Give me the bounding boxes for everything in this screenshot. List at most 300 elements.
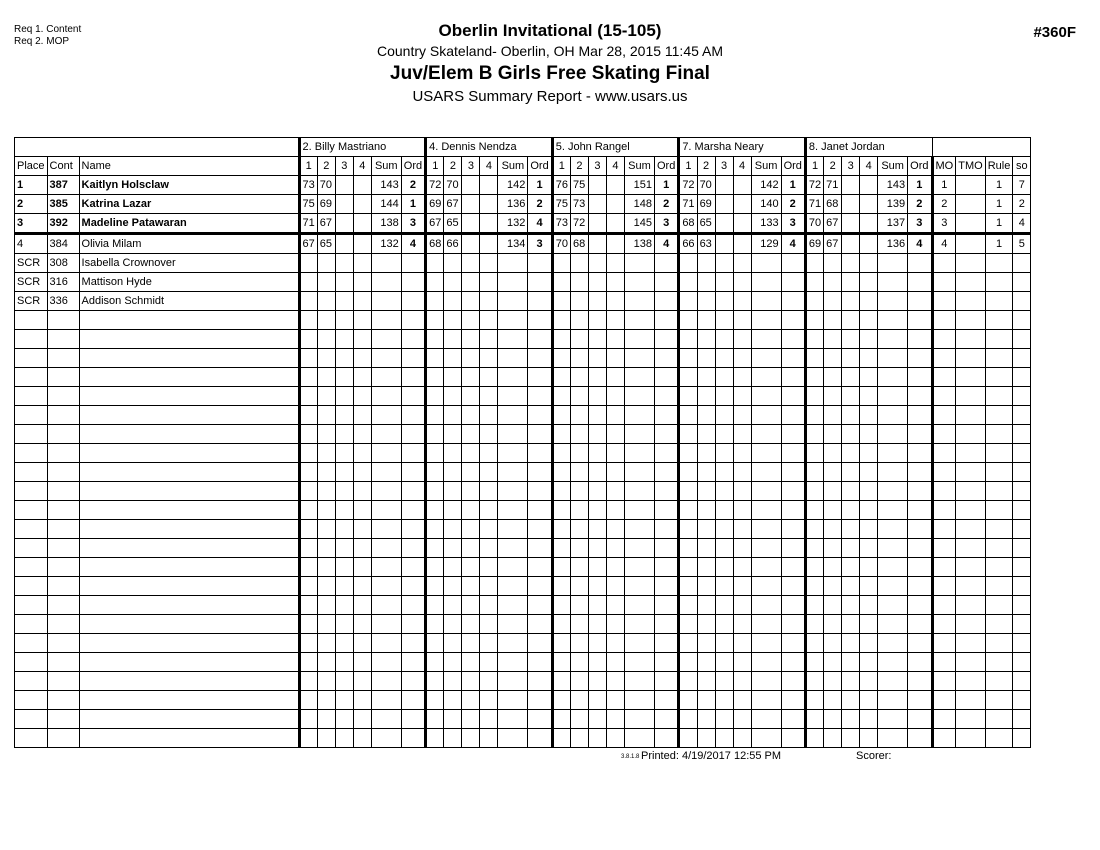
ord-cell [908,729,932,748]
score-cell [733,349,751,368]
mo-cell [932,349,956,368]
score-cell [552,577,570,596]
score-cell [552,710,570,729]
score-cell [824,653,842,672]
score-cell [317,406,335,425]
score-cell [444,311,462,330]
cont-cell [47,444,79,463]
score-cell [480,311,498,330]
sum-cell [751,463,781,482]
ord-cell [908,596,932,615]
so-cell [1013,539,1031,558]
score-cell [444,710,462,729]
rule-cell [985,672,1013,691]
sum-cell: 151 [624,176,654,195]
score-cell [317,691,335,710]
tmo-cell [956,444,985,463]
score-cell: 66 [679,234,697,254]
score-cell [606,615,624,634]
rule-cell [985,387,1013,406]
score-cell [842,558,860,577]
score-cell [353,482,371,501]
mo-cell [932,254,956,273]
ord-cell [654,577,678,596]
so-cell [1013,406,1031,425]
score-cell [588,330,606,349]
ord-cell [654,653,678,672]
score-cell [606,691,624,710]
ord-cell [528,387,552,406]
tmo-cell [956,254,985,273]
score-cell [824,273,842,292]
sum-cell [624,330,654,349]
score-cell [715,539,733,558]
sum-cell [371,539,401,558]
score-cell [426,292,444,311]
score-cell [552,406,570,425]
score-cell: 75 [552,195,570,214]
rule-cell [985,425,1013,444]
score-cell [462,330,480,349]
score-cell: 66 [444,234,462,254]
score-cell [317,292,335,311]
rule-cell [985,330,1013,349]
score-cell [426,368,444,387]
score-cell [299,273,317,292]
score-cell [679,425,697,444]
ord-cell [528,691,552,710]
cont-cell: 316 [47,273,79,292]
score-cell [679,463,697,482]
score-cell [335,176,353,195]
place-cell [15,368,48,387]
score-cell [679,254,697,273]
score-cell [426,634,444,653]
name-cell: Madeline Patawaran [79,214,299,234]
score-cell: 69 [805,234,823,254]
rule-cell [985,311,1013,330]
judges-header-row [15,138,1031,157]
score-cell [842,311,860,330]
tmo-cell [956,349,985,368]
sum-cell: 148 [624,195,654,214]
summary-table-body [15,138,1031,748]
column-header-3: 3 [842,157,860,176]
ord-cell [654,292,678,311]
score-cell [480,558,498,577]
score-cell [715,368,733,387]
sum-cell: 129 [751,234,781,254]
sum-cell: 139 [878,195,908,214]
ord-cell [654,558,678,577]
sum-cell [624,634,654,653]
score-cell [335,254,353,273]
rule-cell: 1 [985,214,1013,234]
score-cell [588,214,606,234]
ord-cell [908,577,932,596]
ord-cell [908,425,932,444]
so-cell [1013,273,1031,292]
score-cell [444,672,462,691]
so-cell [1013,387,1031,406]
score-cell [552,368,570,387]
score-cell [733,214,751,234]
score-cell [480,596,498,615]
score-cell [805,444,823,463]
score-cell [715,672,733,691]
score-cell [462,311,480,330]
place-cell [15,577,48,596]
score-cell: 69 [697,195,715,214]
score-cell [715,406,733,425]
cont-cell [47,729,79,748]
score-cell [860,596,878,615]
ord-cell [528,349,552,368]
tmo-cell [956,273,985,292]
so-cell [1013,349,1031,368]
score-cell [860,729,878,748]
score-cell [462,539,480,558]
cont-cell: 392 [47,214,79,234]
name-cell [79,406,299,425]
score-cell [335,214,353,234]
score-cell [842,482,860,501]
score-cell [480,615,498,634]
sum-cell [751,311,781,330]
score-cell [606,176,624,195]
score-cell [606,729,624,748]
score-cell [824,672,842,691]
ord-cell [781,368,805,387]
name-cell [79,729,299,748]
judge-name-header-5: 8. Janet Jordan [805,138,932,157]
score-cell [805,520,823,539]
place-cell: SCR [15,273,48,292]
mo-cell [932,311,956,330]
score-cell [733,558,751,577]
score-cell [480,176,498,195]
ord-cell [781,425,805,444]
score-cell [805,349,823,368]
ord-cell: 4 [401,234,425,254]
score-cell [462,520,480,539]
score-cell [824,292,842,311]
score-cell [299,311,317,330]
sum-cell: 136 [878,234,908,254]
score-cell [552,292,570,311]
mo-cell [932,387,956,406]
column-header-ord: Ord [908,157,932,176]
column-header-sum: Sum [498,157,528,176]
ord-cell [401,520,425,539]
score-cell [299,330,317,349]
score-cell [697,425,715,444]
score-cell [805,596,823,615]
score-cell [570,425,588,444]
score-cell [805,615,823,634]
score-cell [426,387,444,406]
mo-cell [932,577,956,596]
score-cell: 63 [697,234,715,254]
score-cell [679,444,697,463]
table-row [15,176,1031,195]
ord-cell [401,501,425,520]
score-cell [733,729,751,748]
score-cell [570,349,588,368]
score-cell [715,311,733,330]
so-cell: 2 [1013,195,1031,214]
ord-cell [528,444,552,463]
score-cell: 73 [299,176,317,195]
score-cell [860,387,878,406]
score-cell [462,463,480,482]
ord-cell [908,558,932,577]
column-header-place: Place [15,157,48,176]
column-header-name: Name [79,157,299,176]
cont-cell: 387 [47,176,79,195]
ord-cell [528,311,552,330]
score-cell [426,672,444,691]
sum-cell [498,558,528,577]
place-cell [15,311,48,330]
score-cell [860,330,878,349]
ord-cell [654,710,678,729]
score-cell [842,330,860,349]
score-cell [842,634,860,653]
sum-cell [498,330,528,349]
sum-cell [878,520,908,539]
score-cell [335,482,353,501]
score-cell [842,254,860,273]
rule-cell [985,710,1013,729]
score-cell [697,729,715,748]
score-cell [335,615,353,634]
score-cell [715,273,733,292]
req-line-1: Req 1. Content [14,24,82,35]
sum-cell [878,292,908,311]
score-cell [462,406,480,425]
score-cell [842,539,860,558]
sum-cell [624,710,654,729]
score-cell: 68 [426,234,444,254]
ord-cell [528,577,552,596]
so-cell [1013,729,1031,748]
score-cell [462,710,480,729]
score-cell [552,349,570,368]
tmo-cell [956,558,985,577]
score-cell [588,292,606,311]
rule-cell [985,254,1013,273]
ord-cell: 4 [528,214,552,234]
sum-cell [498,577,528,596]
score-cell [697,387,715,406]
ord-cell [781,615,805,634]
empty-row [15,501,1031,520]
score-cell [570,577,588,596]
score-cell [715,520,733,539]
score-cell [588,444,606,463]
score-cell [299,558,317,577]
score-cell [842,234,860,254]
sum-cell [878,368,908,387]
ord-cell [654,349,678,368]
column-header-4: 4 [606,157,624,176]
score-cell [860,234,878,254]
competition-title: Oberlin Invitational (15-105) [438,21,662,40]
score-cell [462,292,480,311]
score-cell [552,596,570,615]
ord-cell [528,463,552,482]
score-cell [842,406,860,425]
score-cell [733,330,751,349]
mo-cell [932,634,956,653]
score-cell [570,368,588,387]
tmo-cell [956,292,985,311]
name-cell: Isabella Crownover [79,254,299,273]
score-cell [824,482,842,501]
sum-cell: 145 [624,214,654,234]
sum-cell [624,406,654,425]
score-cell [299,691,317,710]
score-cell [426,330,444,349]
sum-cell: 142 [751,176,781,195]
score-cell [480,273,498,292]
column-header-1: 1 [299,157,317,176]
score-cell [733,292,751,311]
score-cell [552,558,570,577]
sum-cell [498,729,528,748]
score-cell [679,368,697,387]
score-cell [552,330,570,349]
score-cell [679,672,697,691]
score-cell [679,311,697,330]
score-cell [606,558,624,577]
ord-cell [528,254,552,273]
sum-cell [498,406,528,425]
ord-cell [654,539,678,558]
tmo-cell [956,425,985,444]
score-cell [697,710,715,729]
place-cell: 4 [15,234,48,254]
so-cell [1013,577,1031,596]
name-cell: Katrina Lazar [79,195,299,214]
score-cell [842,501,860,520]
sum-cell: 132 [498,214,528,234]
sum-cell [624,292,654,311]
ord-cell: 1 [401,195,425,214]
so-cell [1013,330,1031,349]
score-cell [733,195,751,214]
sum-cell [751,292,781,311]
score-cell [805,425,823,444]
score-cell [588,539,606,558]
sum-cell [878,539,908,558]
sum-cell [878,387,908,406]
score-cell [606,349,624,368]
tmo-cell [956,234,985,254]
sum-cell [878,254,908,273]
ord-cell [908,311,932,330]
ord-cell [781,387,805,406]
scorer-label: Scorer: [856,750,892,762]
empty-row [15,520,1031,539]
sum-cell [751,596,781,615]
score-cell [679,406,697,425]
score-cell [715,501,733,520]
score-cell [353,577,371,596]
place-cell [15,349,48,368]
score-cell [606,520,624,539]
score-cell [317,710,335,729]
score-cell [715,349,733,368]
sum-cell: 143 [371,176,401,195]
empty-row [15,729,1031,748]
column-header-2: 2 [444,157,462,176]
score-cell [715,292,733,311]
score-cell [697,596,715,615]
column-header-3: 3 [715,157,733,176]
score-cell [444,463,462,482]
ord-cell [781,254,805,273]
score-cell [697,634,715,653]
table-row [15,234,1031,254]
score-cell: 68 [679,214,697,234]
ord-cell [781,444,805,463]
tmo-cell [956,710,985,729]
mo-cell [932,729,956,748]
printed-timestamp: Printed: 4/19/2017 12:55 PM [641,750,782,762]
score-cell [444,273,462,292]
score-cell: 68 [824,195,842,214]
score-cell [715,444,733,463]
column-header-tmo: TMO [956,157,985,176]
ord-cell [528,368,552,387]
score-cell [570,634,588,653]
score-cell [824,558,842,577]
score-cell [733,501,751,520]
score-cell [426,577,444,596]
empty-row [15,425,1031,444]
score-cell [426,710,444,729]
score-cell [426,273,444,292]
score-cell [697,577,715,596]
score-cell [552,482,570,501]
score-cell [860,444,878,463]
score-cell [860,254,878,273]
place-cell [15,558,48,577]
ord-cell [781,710,805,729]
score-cell [679,330,697,349]
score-cell [733,425,751,444]
rule-cell [985,292,1013,311]
ord-cell [908,482,932,501]
score-cell [462,615,480,634]
score-cell [335,634,353,653]
sum-cell [371,501,401,520]
score-cell [860,482,878,501]
score-cell [697,330,715,349]
column-header-4: 4 [480,157,498,176]
score-cell [715,330,733,349]
score-cell [353,387,371,406]
score-cell [552,444,570,463]
score-cell [733,539,751,558]
score-cell [462,672,480,691]
score-cell [299,368,317,387]
score-cell [317,577,335,596]
tmo-cell [956,539,985,558]
column-header-sum: Sum [751,157,781,176]
